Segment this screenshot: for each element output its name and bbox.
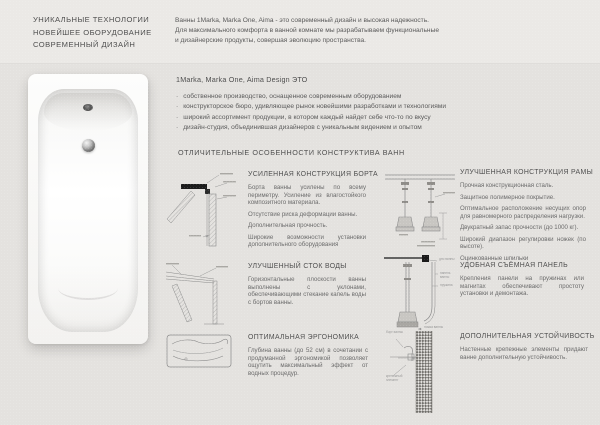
tub-seat-ledge: [58, 276, 118, 300]
feature-paragraph: Оптимальное расположение несущих опор для равномерного распределения нагрузки.: [460, 205, 586, 220]
list-item: [176, 92, 446, 102]
list-item: [176, 102, 446, 112]
bullet-text: дизайн-студия, объединившая дизайнеров с уникальным видением и опытом: [183, 124, 422, 132]
feature-reinforced-rim: [248, 171, 378, 253]
bullet-text: широкий ассортимент продукции, в котором каждый найдет себе что-то по вкусу: [183, 113, 431, 121]
brand-bullet-list: [176, 92, 446, 134]
brand-subtitle: 1Marka, Marka One, Aima Design ЭТО: [176, 75, 308, 84]
feature-title: УДОБНАЯ СЪЁМНАЯ ПАНЕЛЬ: [460, 262, 568, 269]
page-title-line: НОВЕЙШЕЕ ОБОРУДОВАНИЕ: [33, 27, 152, 37]
bullet-icon: ·: [176, 113, 179, 121]
feature-ergonomics: [248, 334, 368, 381]
section-title: ОТЛИЧИТЕЛЬНЫЕ ОСОБЕННОСТИ КОНСТРУКТИВА ВАНН: [178, 148, 405, 157]
diagram-wall-mount: [386, 331, 456, 413]
diagram-label-leg: ножка ванны: [424, 325, 443, 329]
diagram-frame: [385, 167, 457, 251]
feature-paragraph: Крепления панели на пружинах или магнитах обеспечивают простоту установки и демонтажа.: [460, 275, 584, 297]
diagram-label-panel: панель ванны: [440, 271, 451, 279]
bullet-icon: ·: [176, 124, 179, 132]
intro-line: и дизайнерские продукты, совершая эволюцию пространства.: [175, 37, 366, 45]
feature-removable-panel: [460, 262, 584, 302]
bathtub-topview-image: [28, 74, 148, 344]
diagram-label-tub-bottom: дно ванны: [439, 257, 455, 261]
feature-title: УЛУЧШЕННАЯ КОНСТРУКЦИЯ РАМЫ: [460, 169, 594, 176]
feature-title: ДОПОЛНИТЕЛЬНАЯ УСТОЙЧИВОСТЬ: [460, 333, 595, 340]
feature-paragraph: Оцинкованные шпильки: [460, 254, 529, 262]
feature-paragraph: Настенные крепежные элементы придают ванне дополнительную устойчивость.: [460, 346, 588, 361]
feature-title: УСИЛЕННАЯ КОНСТРУКЦИЯ БОРТА: [248, 171, 378, 178]
intro-line: Ванны 1Marka, Marka One, Aima - это современный дизайн и высокая надежность.: [175, 17, 429, 24]
feature-title: УЛУЧШЕННЫЙ СТОК ВОДЫ: [248, 263, 347, 270]
diagram-removable-panel: [384, 250, 460, 336]
feature-title: ОПТИМАЛЬНАЯ ЭРГОНОМИКА: [248, 334, 360, 341]
feature-paragraph: Двукратный запас прочности (до 1000 кг).: [460, 224, 579, 231]
bullet-text: конструкторское бюро, удивляющее рынок новейшими разработками и технологиями: [183, 103, 447, 111]
diagram-label-fastener: крепежный элемент: [386, 374, 403, 382]
tub-drain: [82, 139, 95, 152]
list-item: [176, 113, 446, 123]
feature-paragraph: Дополнительная прочность.: [248, 222, 328, 229]
feature-paragraph: Широкие возможности установки дополнительного оборудования: [248, 233, 366, 248]
feature-water-drain: [248, 263, 366, 310]
diagram-water-drain: [166, 262, 236, 330]
feature-paragraph: Прочная конструкционная сталь.: [460, 182, 554, 189]
diagram-ergonomics: [166, 331, 238, 371]
feature-stability: [460, 333, 595, 365]
list-item: [176, 123, 446, 133]
page-title-line: СОВРЕМЕННЫЙ ДИЗАЙН: [33, 40, 136, 50]
tub-basin: [38, 89, 138, 332]
feature-frame: [460, 169, 594, 266]
bullet-icon: ·: [176, 93, 179, 100]
intro-paragraph: [175, 16, 439, 47]
feature-paragraph: Отсутствие риска деформации ванны.: [248, 210, 358, 218]
bullet-text: собственное производство, оснащенное современным оборудованием: [183, 93, 402, 100]
diagram-label-spring: пружина: [440, 283, 453, 287]
feature-paragraph: Широкий диапазон регулировки ножек (по высоте).: [460, 235, 586, 250]
feature-paragraph: Горизонтальные плоскости ванны выполнены с уклонами, обеспечивающими стекание капель воды с бортов ванны.: [248, 276, 366, 306]
bullet-icon: ·: [176, 103, 179, 111]
page-title-line: УНИКАЛЬНЫЕ ТЕХНОЛОГИИ: [33, 15, 150, 24]
diagram-rim-section: [165, 169, 239, 253]
feature-paragraph: Глубина ванны (до 52 см) в сочетании с продуманной эргономикой позволяет ощутить максимальный эффект от водных процедур.: [248, 347, 368, 377]
feature-paragraph: Борта ванны усилены по всему периметру. Усиление из влагостойкого композитного материала.: [248, 184, 366, 206]
diagram-label-tub-rim: борт ванны: [386, 330, 403, 334]
feature-paragraph: Защитное полимерное покрытие.: [460, 193, 555, 201]
intro-line: Для максимального комфорта в ванной комнате мы разрабатываем функциональные: [175, 27, 439, 35]
tub-overflow-hole: [83, 104, 93, 111]
page-title: [33, 14, 152, 52]
